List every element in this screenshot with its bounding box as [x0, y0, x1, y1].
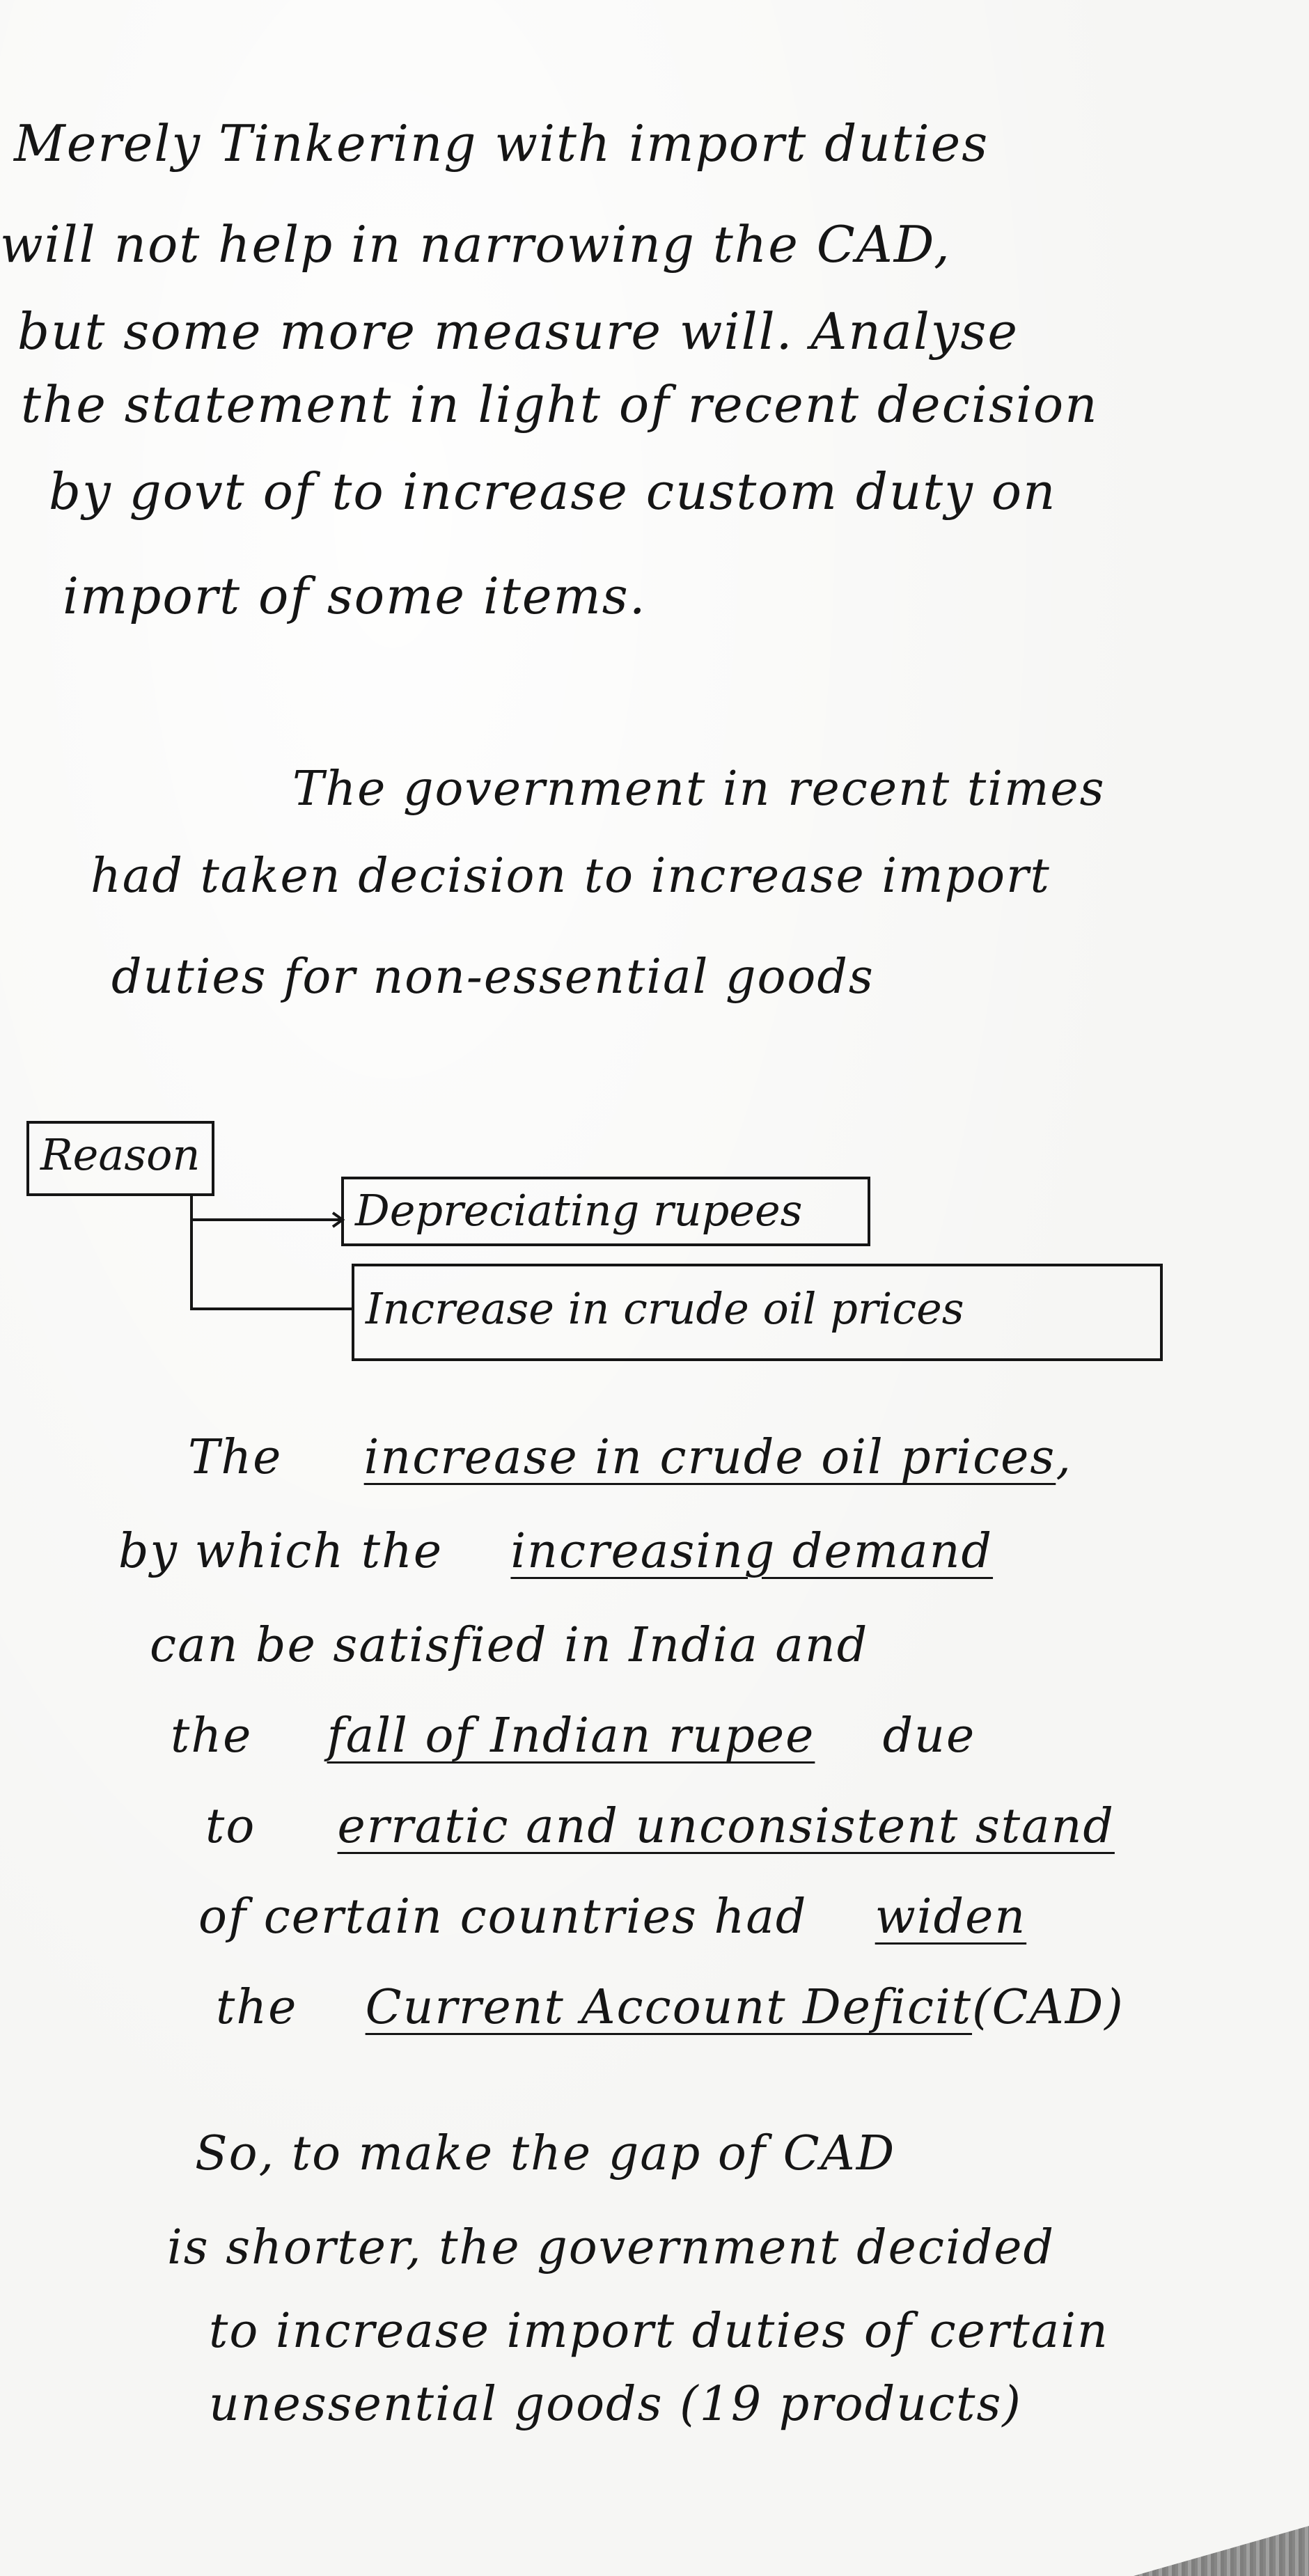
- body-line-1: [188, 1430, 1072, 1485]
- reason-label-box: Reason: [26, 1121, 214, 1196]
- body-text: the: [171, 1709, 253, 1764]
- underlined-text: Current Account Deficit: [365, 1980, 973, 2035]
- reason-box-crude-oil: Increase in crude oil prices: [352, 1264, 1163, 1361]
- body-text: the: [216, 1980, 298, 2035]
- body-text: by which the: [118, 1524, 444, 1579]
- reason-box-rupee: Depreciating rupees: [341, 1177, 870, 1246]
- conclusion-line: unessential goods (19 products): [209, 2377, 1022, 2432]
- page-corner-shadow: [1058, 2520, 1309, 2576]
- body-line-4: [171, 1709, 976, 1764]
- body-text: due: [882, 1709, 976, 1764]
- body-line-6: [198, 1890, 1027, 1945]
- body-line-3: can be satisfied in India and: [150, 1618, 869, 1673]
- question-line: the statement in light of recent decision: [21, 375, 1099, 434]
- body-line-5: [205, 1799, 1115, 1854]
- underlined-text: widen: [875, 1890, 1027, 1945]
- body-text: ,: [1056, 1430, 1072, 1485]
- intro-line: The government in recent times: [292, 762, 1106, 817]
- question-line: Merely Tinkering with import duties: [14, 114, 989, 173]
- underlined-text: increasing demand: [510, 1524, 994, 1579]
- underlined-text: increase in crude oil prices: [363, 1430, 1056, 1485]
- conclusion-line: is shorter, the government decided: [167, 2220, 1055, 2275]
- question-line: by govt of to increase custom duty on: [49, 462, 1057, 521]
- body-text: (CAD): [972, 1980, 1124, 2035]
- underlined-text: erratic and unconsistent stand: [337, 1799, 1115, 1854]
- body-text: The: [188, 1430, 283, 1485]
- question-line: but some more measure will. Analyse: [17, 302, 1019, 361]
- underlined-text: fall of Indian rupee: [327, 1709, 815, 1764]
- body-line-7: [216, 1980, 1124, 2035]
- question-line: import of some items.: [63, 567, 647, 625]
- conclusion-line: to increase import duties of certain: [209, 2304, 1109, 2359]
- intro-line: had taken decision to increase import: [91, 849, 1051, 904]
- body-text: to: [205, 1799, 256, 1854]
- conclusion-line: So, to make the gap of CAD: [195, 2126, 896, 2181]
- question-line: will not help in narrowing the CAD,: [0, 215, 951, 274]
- body-line-2: [118, 1524, 994, 1579]
- intro-line: duties for non-essential goods: [111, 950, 875, 1005]
- body-text: of certain countries had: [198, 1890, 808, 1945]
